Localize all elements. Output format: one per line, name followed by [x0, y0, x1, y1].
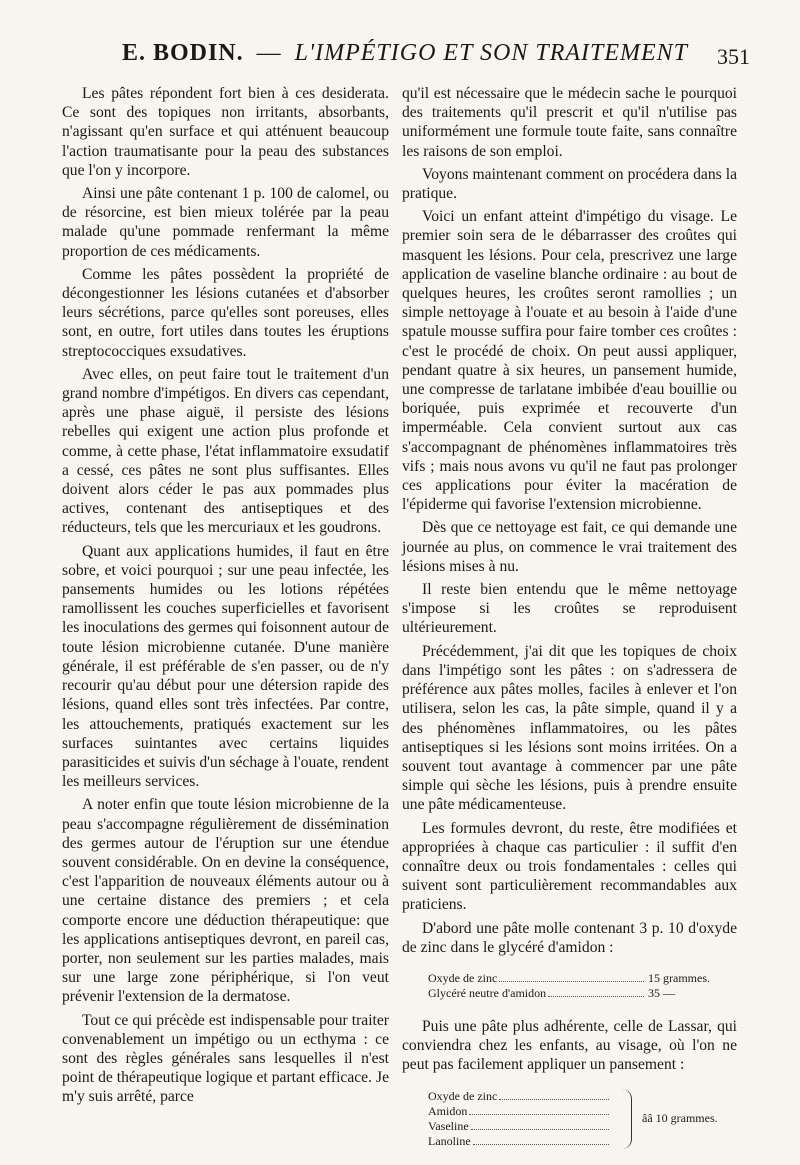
right-column — [402, 84, 737, 1165]
paragraph: Puis une pâte plus adhérente, celle de Lassar, qui conviendra chez les enfants, au visage, où l'on ne peut pas facilement appliquer un pansement : — [402, 1017, 737, 1074]
paragraph: Comme les pâtes possèdent la propriété de décongestionner les lésions cutanées et d'absorber leurs sécrétions, parce qu'elles sont poreuses, elles sont, en outre, fort utiles dans toutes les éruptions streptococciques exsudatives. — [62, 265, 389, 360]
ingredient-name: Vaseline — [428, 1118, 469, 1133]
recipe-zinc-paste — [428, 971, 718, 1001]
ingredient-name: Lanoline — [428, 1133, 471, 1148]
paragraph: Avec elles, on peut faire tout le traitement d'un grand nombre d'impétigos. En divers cas cependant, après une phase aiguë, il persiste des lésions rebelles qui exigent une action plus profonde et comme, à cette phase, l'état inflammatoire exsudatif a cessé, ces pâtes ne sont plus suffisantes. Elles doivent alors céder le pas aux pommades plus actives, contenant des antiseptiques et des réducteurs, tels que les mercuriaux et les goudrons. — [62, 365, 389, 537]
leader-dots — [471, 1119, 609, 1130]
paragraph: Les pâtes répondent fort bien à ces desiderata. Ce sont des topiques non irritants, absorbants, n'agissant qu'en surface et qui atténuent beaucoup l'action traumatisante pour la peau des substances que l'on y incorpore. — [62, 85, 389, 179]
leader-dots — [499, 971, 644, 982]
ingredient-name: Oxyde de zinc — [428, 1088, 498, 1103]
paragraph: Les formules devront, du reste, être modifiées et appropriées à chaque cas particulier : il suffit d'en connaître deux ou trois fondamentales : celles qui suivent sont particulièrement recommandables aux praticiens. — [402, 819, 737, 914]
leader-dots — [548, 986, 644, 997]
paragraph: Quant aux applications humides, il faut en être sobre, et voici pourquoi ; sur une peau infectée, les pansements humides ou les lotions répétées ramollissent les couches superficielles et favorisent les inoculations des germes qui foisonnent autour de toute lésion microbienne cutanée. D'une manière générale, il est préférable de s'en passer, ou de n'y recourir qu'au début pour une détersion rapide des lésions, quand elles sont très infectées. Par contre, les attouchements, pratiqués exactement sur les surfaces suintantes avec certains liquides parasiticides et suivis d'un séchage à l'ouate, rendent les meilleurs services. — [62, 542, 389, 791]
paragraph: Ainsi une pâte contenant 1 p. 100 de calomel, ou de résorcine, est bien mieux tolérée par la peau malade qu'une pommade renfermant la même proportion de ces médicaments. — [62, 185, 389, 260]
recipe-row — [428, 1089, 613, 1104]
paragraph: Voyons maintenant comment on procédera dans la pratique. — [402, 165, 737, 203]
paragraph: Il reste bien entendu que le même nettoyage s'impose si les croûtes se reproduisent ultérieurement. — [402, 581, 737, 637]
page-number: 351 — [717, 44, 750, 69]
ingredient-quantity: 35 — — [648, 985, 675, 1000]
paragraph: D'abord une pâte molle contenant 3 p. 10 d'oxyde de zinc dans le glycéré d'amidon : — [402, 919, 737, 956]
title-separator: — — [256, 40, 282, 66]
paragraph: Voici un enfant atteint d'impétigo du visage. Le premier soin sera de le débarrasser des croûtes qui masquent les lésions. Pour cela, prescrivez une large application de vaseline blanche ordinaire : au bout de quelques heures, les croûtes seront ramollies ; un simple nettoyage à l'ouate et au besoin à l'aide d'une spatule mousse suffira pour faire tomber ces croûtes : c'est le procédé de choix. On peut aussi appliquer, pendant quatre à six heures, un pansement humide, une compresse de tarlatane imbibée d'eau bouillie ou boriquée, puis exprimée et recouverte d'un imperméable. Cela convient surtout aux cas s'accompagnant de phénomènes inflammatoires très vifs ; mais nous avons vu qu'il ne faut pas prolonger ces applications pour éviter la macération de l'épiderme qui favorise l'extension microbienne. — [402, 208, 737, 514]
ingredient-name: Amidon — [428, 1103, 468, 1118]
recipe-row — [428, 1119, 613, 1134]
curly-brace — [617, 1089, 632, 1149]
author-name: E. BODIN. — [121, 40, 244, 66]
recipe-lassar-paste — [428, 1089, 728, 1149]
recipe-row — [428, 971, 718, 986]
running-title — [60, 40, 750, 67]
ingredient-quantity: 15 grammes. — [648, 970, 710, 985]
shared-quantity: ââ 10 grammes. — [642, 1111, 718, 1126]
paragraph: A noter enfin que toute lésion microbienne de la peau s'accompagne régulièrement de dissémination des germes autour de l'éruption sur une étendue souvent considérable. On en devine la conséquence, c'est l'apparition de nouveaux éléments autour ou à une certaine distance des premiers ; et cela comporte encore une déduction thérapeutique: que les applications antiseptiques devront, en pareil cas, porter, non seulement sur les parties malades, mais sur une large zone périphérique, si l'on veut prévenir l'extension de la dermatose. — [62, 796, 389, 1006]
paragraph-continuation: qu'il est nécessaire que le médecin sache le pourquoi des traitements qu'il prescrit et qu'il n'utilise pas uniformément une formule toute faite, sans connaître les raisons de son emploi. — [402, 85, 737, 160]
recipe-row — [428, 1134, 613, 1149]
paragraph: Tout ce qui précède est indispensable pour traiter convenablement un impétigo ou un ecthyma : ce sont des règles générales sans lesquelles il n'est point de thérapeutique logique et partant efficace. Je m'y suis arrêté, parce — [62, 1011, 389, 1106]
article-title: L'IMPÉTIGO ET SON TRAITEMENT — [294, 40, 689, 66]
paragraph: Précédemment, j'ai dit que les topiques de choix dans l'impétigo sont les pâtes : on s'adressera de préférence aux pâtes molles, faciles à enlever et l'on utilisera, selon les cas, la pâte simple, quand il y a des phénomènes inflammatoires, ou les pâtes antiseptiques si les lésions sont moins irritées. On a souvent tout avantage à commencer par une pâte simple qui sèche les lésions, puis à prendre ensuite une pâte médicamenteuse. — [402, 642, 737, 814]
leader-dots — [473, 1134, 609, 1145]
left-column — [62, 84, 389, 1111]
recipe-row — [428, 1104, 613, 1119]
paragraph: Dès que ce nettoyage est fait, ce qui demande une journée au plus, on commence le vrai traitement des lésions mises à nu. — [402, 519, 737, 575]
recipe-row — [428, 986, 718, 1001]
running-head — [60, 40, 750, 80]
leader-dots — [469, 1104, 609, 1115]
ingredient-list — [428, 1089, 613, 1149]
ingredient-name: Oxyde de zinc — [428, 970, 498, 985]
ingredient-name: Glycéré neutre d'amidon — [428, 985, 547, 1000]
leader-dots — [499, 1089, 609, 1100]
